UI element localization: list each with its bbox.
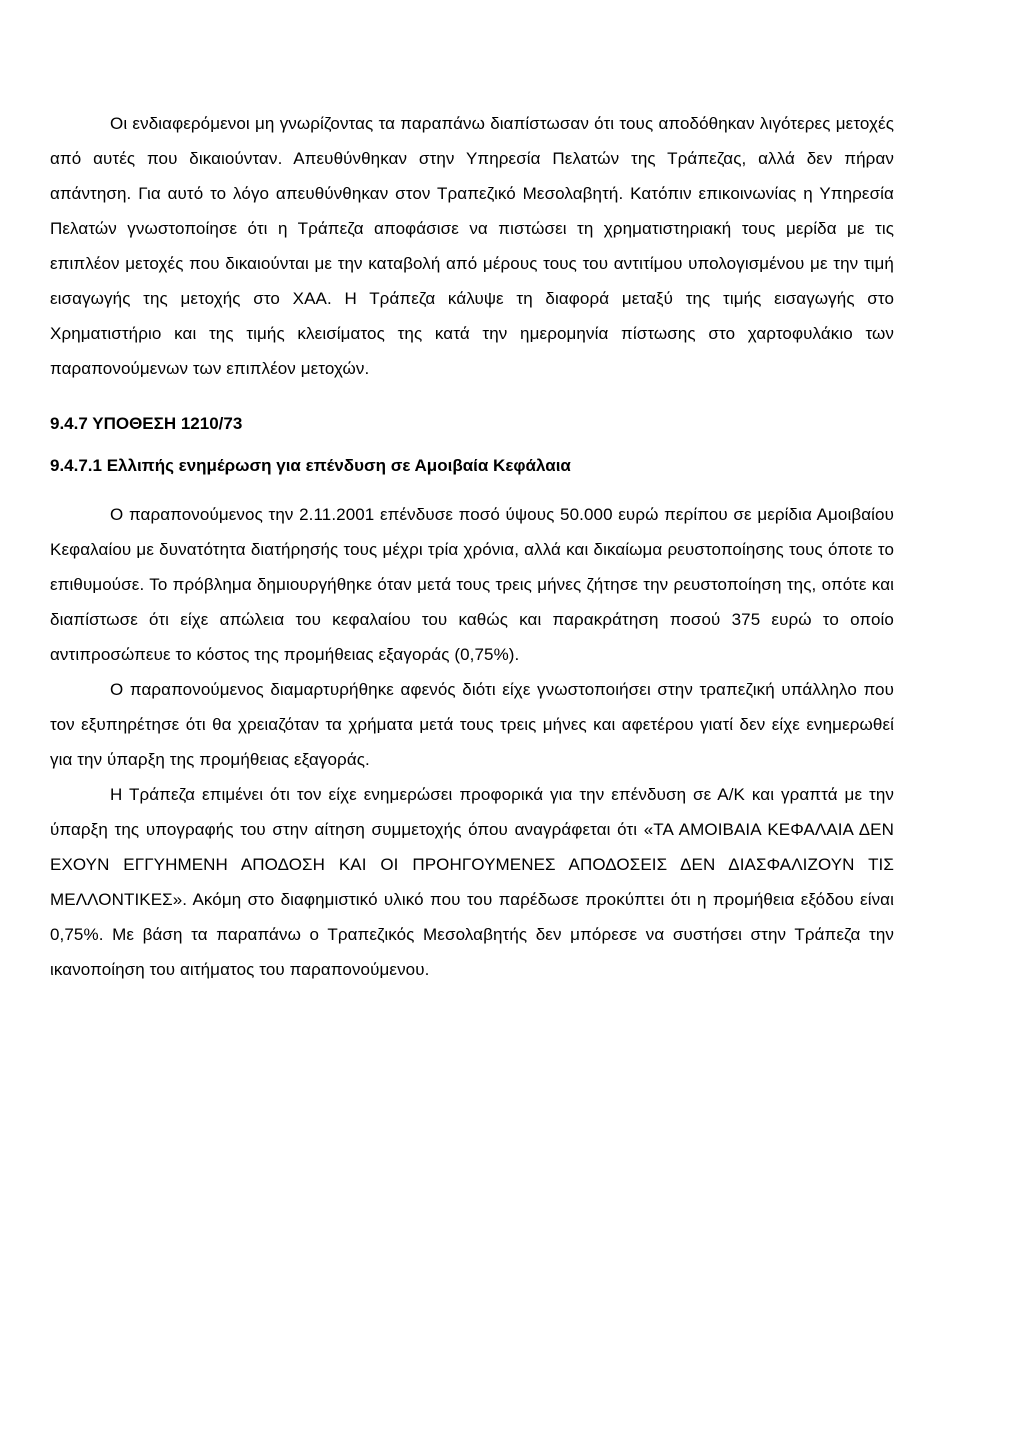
case-heading: 9.4.7 ΥΠΟΘΕΣΗ 1210/73 [50, 414, 243, 433]
paragraph-complainant-protest: Ο παραπονούμενος διαμαρτυρήθηκε αφενός διότι είχε γνωστοποιήσει στην τραπεζική υπάλληλο που τον εξυπηρέτησε ότι θα χρειαζόταν τα χρήματα μετά τους τρεις μήνες και αφετέρου γιατί δεν είχε ενημερωθεί για την ύπαρξη της προμήθειας εξαγοράς. [50, 680, 894, 769]
paragraph-bank-position: Η Τράπεζα επιμένει ότι τον είχε ενημερώσει προφορικά για την επένδυση σε Α/Κ και γραπτά με την ύπαρξη της υπογραφής του στην αίτηση συμμετοχής όπου αναγράφεται ότι «ΤΑ ΑΜΟΙΒΑΙΑ ΚΕΦΑΛΑΙΑ ΔΕΝ ΕΧΟΥΝ ΕΓΓΥΗΜΕΝΗ ΑΠΟΔΟΣΗ ΚΑΙ ΟΙ ΠΡΟΗΓΟΥΜΕΝΕΣ ΑΠΟΔΟΣΕΙΣ ΔΕΝ ΔΙΑΣΦΑΛΙΖΟΥΝ ΤΙΣ ΜΕΛΛΟΝΤΙΚΕΣ». Ακόμη στο διαφημιστικό υλικό που του παρέδωσε προκύπτει ότι η προμήθεια εξόδου είναι 0,75%. Με βάση τα παραπάνω ο Τραπεζικός Μεσολαβητής δεν μπόρεσε να συστήσει στην Τράπεζα την ικανοποίηση του αιτήματος του παραπονούμενου. [50, 785, 894, 979]
document-body [50, 106, 894, 987]
paragraph-complaint-outcome: Οι ενδιαφερόμενοι μη γνωρίζοντας τα παραπάνω διαπίστωσαν ότι τους αποδόθηκαν λιγότερες μετοχές από αυτές που δικαιούνταν. Απευθύνθηκαν στην Υπηρεσία Πελατών της Τράπεζας, αλλά δεν πήραν απάντηση. Για αυτό το λόγο απευθύνθηκαν στον Τραπεζικό Μεσολαβητή. Κατόπιν επικοινωνίας η Υπηρεσία Πελατών γνωστοποίησε ότι η Τράπεζα αποφάσισε να πιστώσει τη χρηματιστηριακή τους μερίδα με τις επιπλέον μετοχές που δικαιούνται με την καταβολή από μέρους τους του αντιτίμου υπολογισμένου με την τιμή εισαγωγής της μετοχής στο ΧΑΑ. Η Τράπεζα κάλυψε τη διαφορά μεταξύ της τιμής εισαγωγής στο Χρηματιστήριο και της τιμής κλεισίματος της κατά την ημερομηνία πίστωσης στο χαρτοφυλάκιο των παραπονούμενων των επιπλέον μετοχών. [50, 114, 894, 378]
paragraph-investment-details: Ο παραπονούμενος την 2.11.2001 επένδυσε ποσό ύψους 50.000 ευρώ περίπου σε μερίδια Αμοιβαίου Κεφαλαίου με δυνατότητα διατήρησής τους μέχρι τρία χρόνια, αλλά και δικαίωμα ρευστοποίησης τους όποτε το επιθυμούσε. Το πρόβλημα δημιουργήθηκε όταν μετά τους τρεις μήνες ζήτησε την ρευστοποίηση της, οπότε και διαπίστωσε ότι είχε απώλεια του κεφαλαίου του καθώς και παρακράτηση ποσού 375 ευρώ το οποίο αντιπροσώπευε το κόστος της προμήθειας εξαγοράς (0,75%). [50, 505, 894, 664]
case-subheading: 9.4.7.1 Ελλιπής ενημέρωση για επένδυση σε Αμοιβαία Κεφάλαια [50, 456, 571, 475]
